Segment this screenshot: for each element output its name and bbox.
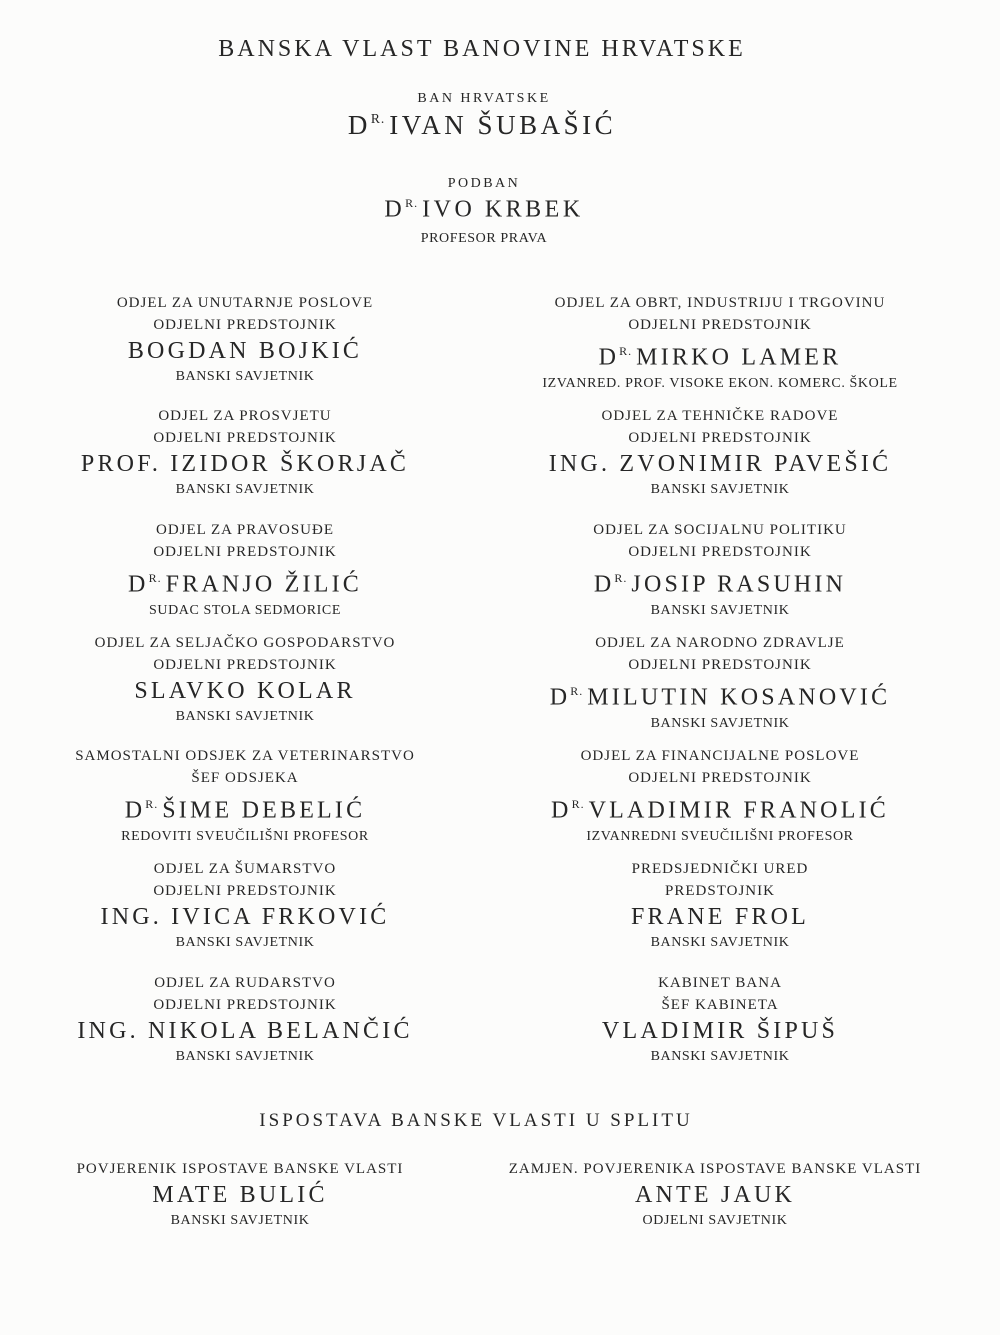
- name-prefix-sup: R.: [148, 571, 162, 585]
- position-title: ODJELNI PREDSTOJNIK: [153, 317, 337, 333]
- name-text: FRANE FROL: [630, 904, 810, 930]
- name-prefix: D: [549, 684, 571, 711]
- split-right-title: ODJELNI SAVJETNIK: [642, 1213, 788, 1228]
- person-title: BANSKI SAVJETNIK: [175, 1049, 315, 1064]
- person-title: BANSKI SAVJETNIK: [650, 715, 790, 731]
- name-prefix-sup: R.: [570, 684, 584, 698]
- department-name: ODJEL ZA ŠUMARSTVO: [153, 861, 337, 877]
- department-name: ODJEL ZA NARODNO ZDRAVLJE: [595, 635, 845, 651]
- name-text: PROF. IZIDOR ŠKORJAČ: [80, 451, 410, 477]
- department-name: PREDSJEDNIČKI URED: [631, 861, 809, 877]
- department-name: ODJEL ZA PROSVJETU: [158, 408, 332, 424]
- name-prefix-sup: R.: [145, 797, 159, 811]
- split-right-name: ANTE JAUK: [634, 1182, 796, 1208]
- name-text: SLAVKO KOLAR: [134, 678, 356, 704]
- name-text: FRANJO ŽILIĆ: [165, 571, 362, 598]
- name-text: MILUTIN KOSANOVIĆ: [587, 684, 891, 711]
- department-entry: [117, 292, 373, 388]
- name-text: VLADIMIR FRANOLIĆ: [588, 797, 889, 824]
- podban-name-text: IVO KRBEK: [422, 196, 584, 223]
- person-title: BANSKI SAVJETNIK: [175, 935, 315, 950]
- name-prefix: D: [593, 571, 615, 598]
- name-text: ING. NIKOLA BELANČIĆ: [77, 1018, 413, 1044]
- person-name: [117, 336, 373, 366]
- position-title: ODJELNI PREDSTOJNIK: [628, 657, 812, 673]
- name-prefix-sup: R.: [614, 571, 628, 585]
- person-title: BANSKI SAVJETNIK: [650, 602, 790, 618]
- ban-prefix-sup: R.: [370, 111, 386, 127]
- department-entry: [75, 745, 415, 848]
- department-name: ODJEL ZA UNUTARNJE POSLOVE: [116, 295, 374, 311]
- department-entry: [542, 292, 897, 395]
- split-right-entry: [509, 1158, 922, 1232]
- podban-label: PODBAN: [447, 176, 521, 191]
- department-name: ODJEL ZA SELJAČKO GOSPODARSTVO: [94, 635, 396, 651]
- name-prefix: D: [128, 571, 149, 598]
- split-left-position: POVJERENIK ISPOSTAVE BANSKE VLASTI: [76, 1161, 404, 1177]
- department-name: KABINET BANA: [658, 975, 782, 991]
- person-title: BANSKI SAVJETNIK: [650, 482, 790, 497]
- ban-name-text: IVAN ŠUBAŠIĆ: [389, 110, 617, 140]
- department-entry: [602, 972, 838, 1068]
- position-title: ODJELNI PREDSTOJNIK: [153, 657, 337, 673]
- department-name: ODJEL ZA OBRT, INDUSTRIJU I TRGOVINU: [554, 295, 886, 311]
- department-entry: [550, 632, 891, 735]
- person-name: [593, 563, 847, 600]
- person-name: [602, 1016, 838, 1046]
- name-prefix-sup: R.: [619, 344, 633, 358]
- position-title: ODJELNI PREDSTOJNIK: [153, 997, 337, 1013]
- ban-prefix: D: [347, 110, 371, 140]
- position-title: ŠEF KABINETA: [661, 997, 779, 1013]
- split-heading: ISPOSTAVA BANSKE VLASTI U SPLITU: [259, 1110, 693, 1131]
- person-title: BANSKI SAVJETNIK: [650, 935, 790, 950]
- department-entry: [101, 858, 390, 954]
- name-prefix: D: [598, 344, 620, 371]
- split-right-position: ZAMJEN. POVJERENIKA ISPOSTAVE BANSKE VLASTI: [508, 1161, 922, 1177]
- position-title: PREDSTOJNIK: [665, 883, 775, 899]
- department-name: ODJEL ZA TEHNIČKE RADOVE: [601, 408, 839, 424]
- name-text: ING. ZVONIMIR PAVEŠIĆ: [548, 451, 892, 477]
- person-name: [75, 789, 415, 826]
- person-title: REDOVITI SVEUČILIŠNI PROFESOR: [121, 828, 369, 844]
- podban-name: [384, 196, 583, 224]
- person-title: BANSKI SAVJETNIK: [650, 1049, 790, 1064]
- person-name: [81, 449, 409, 479]
- name-text: ING. IVICA FRKOVIĆ: [100, 904, 390, 930]
- person-title: BANSKI SAVJETNIK: [175, 709, 315, 724]
- position-title: ODJELNI PREDSTOJNIK: [628, 317, 812, 333]
- person-title: IZVANRED. PROF. VISOKE EKON. KOMERC. ŠKOLE: [542, 375, 898, 391]
- split-left-title: BANSKI SAVJETNIK: [170, 1213, 310, 1228]
- person-title: BANSKI SAVJETNIK: [175, 369, 315, 384]
- department-entry: [77, 972, 412, 1068]
- position-title: ODJELNI PREDSTOJNIK: [628, 770, 812, 786]
- name-prefix: D: [551, 797, 572, 824]
- podban-prefix-sup: R.: [405, 196, 419, 210]
- document-title: BANSKA VLAST BANOVINE HRVATSKE: [218, 36, 746, 62]
- ban-name: [348, 110, 616, 141]
- name-prefix: D: [124, 797, 146, 824]
- position-title: ODJELNI PREDSTOJNIK: [153, 883, 337, 899]
- department-entry: [81, 405, 409, 501]
- podban-prefix: D: [384, 196, 406, 223]
- person-title: SUDAC STOLA SEDMORICE: [148, 602, 342, 618]
- person-name: [551, 789, 889, 826]
- name-text: BOGDAN BOJKIĆ: [127, 338, 363, 364]
- department-entry: [593, 519, 847, 622]
- person-name: [77, 1016, 412, 1046]
- department-entry: [631, 858, 809, 954]
- person-title: IZVANREDNI SVEUČILIŠNI PROFESOR: [586, 828, 854, 844]
- department-name: ODJEL ZA SOCIJALNU POLITIKU: [593, 522, 847, 538]
- split-left-entry: [77, 1158, 404, 1232]
- ban-label: BAN HRVATSKE: [417, 91, 551, 106]
- person-name: [631, 902, 809, 932]
- department-name: ODJEL ZA FINANCIJALNE POSLOVE: [580, 748, 860, 764]
- position-title: ODJELNI PREDSTOJNIK: [153, 544, 337, 560]
- position-title: ODJELNI PREDSTOJNIK: [628, 544, 812, 560]
- department-name: ODJEL ZA RUDARSTVO: [154, 975, 336, 991]
- department-name: ODJEL ZA PRAVOSUĐE: [155, 522, 335, 538]
- name-prefix-sup: R.: [571, 797, 585, 811]
- name-text: ŠIME DEBELIĆ: [162, 797, 366, 824]
- name-text: JOSIP RASUHIN: [631, 571, 847, 598]
- person-name: [101, 902, 390, 932]
- department-entry: [551, 745, 889, 848]
- person-name: [128, 563, 362, 600]
- name-text: MIRKO LAMER: [636, 344, 842, 371]
- position-title: ODJELNI PREDSTOJNIK: [628, 430, 812, 446]
- podban-title: PROFESOR PRAVA: [420, 231, 548, 246]
- person-name: [542, 336, 897, 373]
- department-entry: [128, 519, 362, 622]
- position-title: ŠEF ODSJEKA: [191, 770, 299, 786]
- person-name: [550, 676, 891, 713]
- split-left-name: MATE BULIĆ: [152, 1182, 328, 1208]
- person-name: [549, 449, 892, 479]
- name-text: VLADIMIR ŠIPUŠ: [601, 1018, 839, 1044]
- position-title: ODJELNI PREDSTOJNIK: [153, 430, 337, 446]
- department-name: SAMOSTALNI ODSJEK ZA VETERINARSTVO: [75, 748, 415, 764]
- person-name: [95, 676, 396, 706]
- department-entry: [549, 405, 892, 501]
- department-entry: [95, 632, 396, 728]
- person-title: BANSKI SAVJETNIK: [175, 482, 315, 497]
